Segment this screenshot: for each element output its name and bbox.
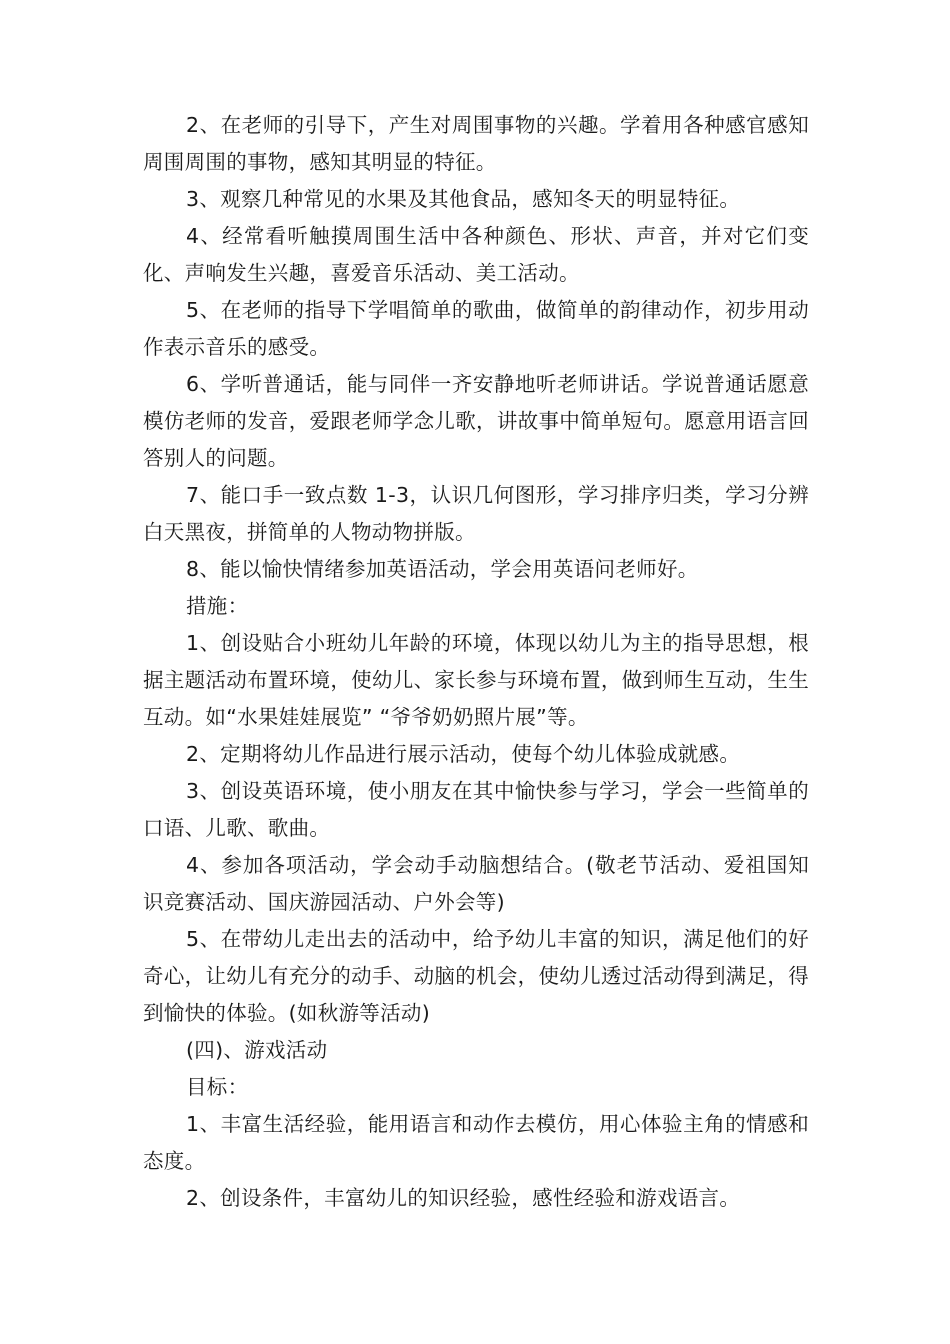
heading-goals: 目标：: [186, 1075, 249, 1099]
paragraph-measure-5: 5、在带幼儿走出去的活动中，给予幼儿丰富的知识，满足他们的好奇心，让幼儿有充分的动手、动脑的机会，使幼儿透过活动得到满足，得到愉快的体验。(如秋游等活动): [143, 927, 809, 1025]
paragraph-goal-6: 6、学听普通话，能与同伴一齐安静地听老师讲话。学说普通话愿意模仿老师的发音，爱跟老师学念儿歌，讲故事中简单短句。愿意用语言回答别人的问题。: [143, 372, 809, 470]
paragraph-measure-2: 2、定期将幼儿作品进行展示活动，使每个幼儿体验成就感。: [186, 742, 741, 766]
paragraph-measure-4: 4、参加各项活动，学会动手动脑想结合。(敬老节活动、爱祖国知识竞赛活动、国庆游园活动、户外会等): [143, 853, 809, 914]
paragraph-goal-2: 2、在老师的引导下，产生对周围事物的兴趣。学着用各种感官感知周围周围的事物，感知其明显的特征。: [143, 113, 809, 174]
paragraph-game-goal-1: 1、丰富生活经验，能用语言和动作去模仿，用心体验主角的情感和态度。: [143, 1112, 809, 1173]
heading-measures: 措施：: [186, 594, 249, 618]
paragraph-game-goal-2: 2、创设条件，丰富幼儿的知识经验，感性经验和游戏语言。: [186, 1186, 741, 1210]
paragraph-goal-7: 7、能口手一致点数 1-3，认识几何图形，学习排序归类，学习分辨白天黑夜，拼简单的人物动物拼版。: [143, 483, 809, 544]
paragraph-goal-4: 4、经常看听触摸周围生活中各种颜色、形状、声音，并对它们变化、声响发生兴趣，喜爱音乐活动、美工活动。: [143, 224, 809, 285]
paragraph-measure-3: 3、创设英语环境，使小朋友在其中愉快参与学习，学会一些简单的口语、儿歌、歌曲。: [143, 779, 809, 840]
paragraph-measure-1: 1、创设贴合小班幼儿年龄的环境，体现以幼儿为主的指导思想，根据主题活动布置环境，使幼儿、家长参与环境布置，做到师生互动，生生互动。如“水果娃娃展览” “爷爷奶奶照片展”等。: [143, 631, 809, 729]
paragraph-goal-8: 8、能以愉快情绪参加英语活动，学会用英语问老师好。: [186, 557, 699, 581]
document-body: [143, 107, 809, 1217]
heading-game-activities: (四)、游戏活动: [186, 1038, 328, 1062]
paragraph-goal-3: 3、观察几种常见的水果及其他食品，感知冬天的明显特征。: [186, 187, 741, 211]
paragraph-goal-5: 5、在老师的指导下学唱简单的歌曲，做简单的韵律动作，初步用动作表示音乐的感受。: [143, 298, 809, 359]
